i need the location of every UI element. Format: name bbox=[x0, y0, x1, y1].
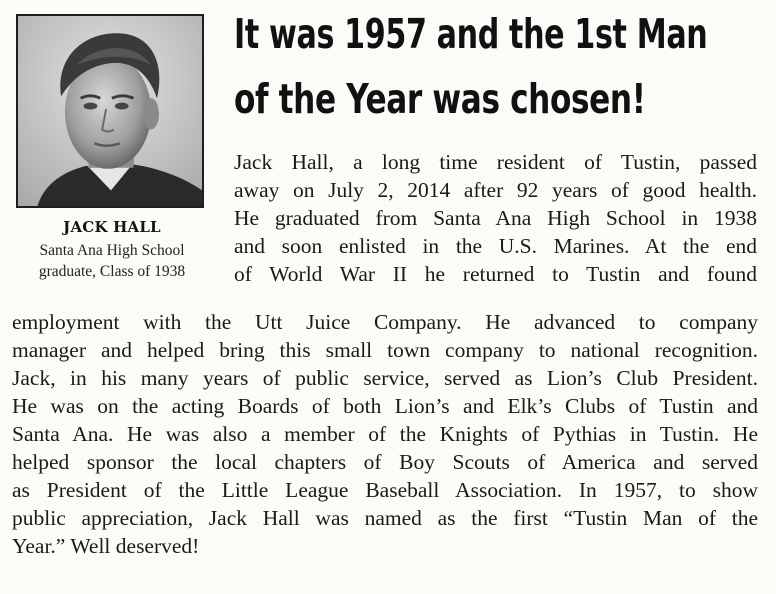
headline-line-2: of the Year was chosen! bbox=[234, 75, 646, 123]
body-line: away on July 2, 2014 after 92 years of good health. bbox=[234, 178, 757, 202]
body-line: Santa Ana. He was also a member of the Knights of Pythias in Tustin. He bbox=[12, 422, 758, 446]
body-line: helped sponsor the local chapters of Boy Scouts of America and served bbox=[12, 450, 758, 474]
body-line: Jack, in his many years of public service, served as Lion’s Club President. bbox=[12, 366, 758, 390]
body-line: of World War II he returned to Tustin and found bbox=[234, 262, 757, 286]
portrait-image-icon bbox=[18, 16, 202, 206]
photo-caption-line: Santa Ana High School bbox=[39, 242, 185, 259]
body-line: and soon enlisted in the U.S. Marines. At the end bbox=[234, 234, 757, 258]
body-line: public appreciation, Jack Hall was named as the first “Tustin Man of the bbox=[12, 506, 758, 530]
headline-line-1: It was 1957 and the 1st Man bbox=[234, 10, 708, 58]
photo-caption-line: graduate, Class of 1938 bbox=[38, 263, 186, 280]
body-line: as President of the Little League Baseball Association. In 1957, to show bbox=[12, 478, 758, 502]
body-line: Jack Hall, a long time resident of Tustin, passed bbox=[234, 150, 757, 174]
body-line: He graduated from Santa Ana High School in 1938 bbox=[234, 206, 757, 230]
photo-caption-name: JACK HALL bbox=[63, 218, 161, 236]
body-line: employment with the Utt Juice Company. He advanced to company bbox=[12, 310, 758, 334]
body-line-last: Year.” Well deserved! bbox=[12, 534, 200, 558]
body-line: manager and helped bring this small town company to national recognition. bbox=[12, 338, 758, 362]
portrait-photo bbox=[16, 14, 204, 208]
body-line: He was on the acting Boards of both Lion’s and Elk’s Clubs of Tustin and bbox=[12, 394, 758, 418]
